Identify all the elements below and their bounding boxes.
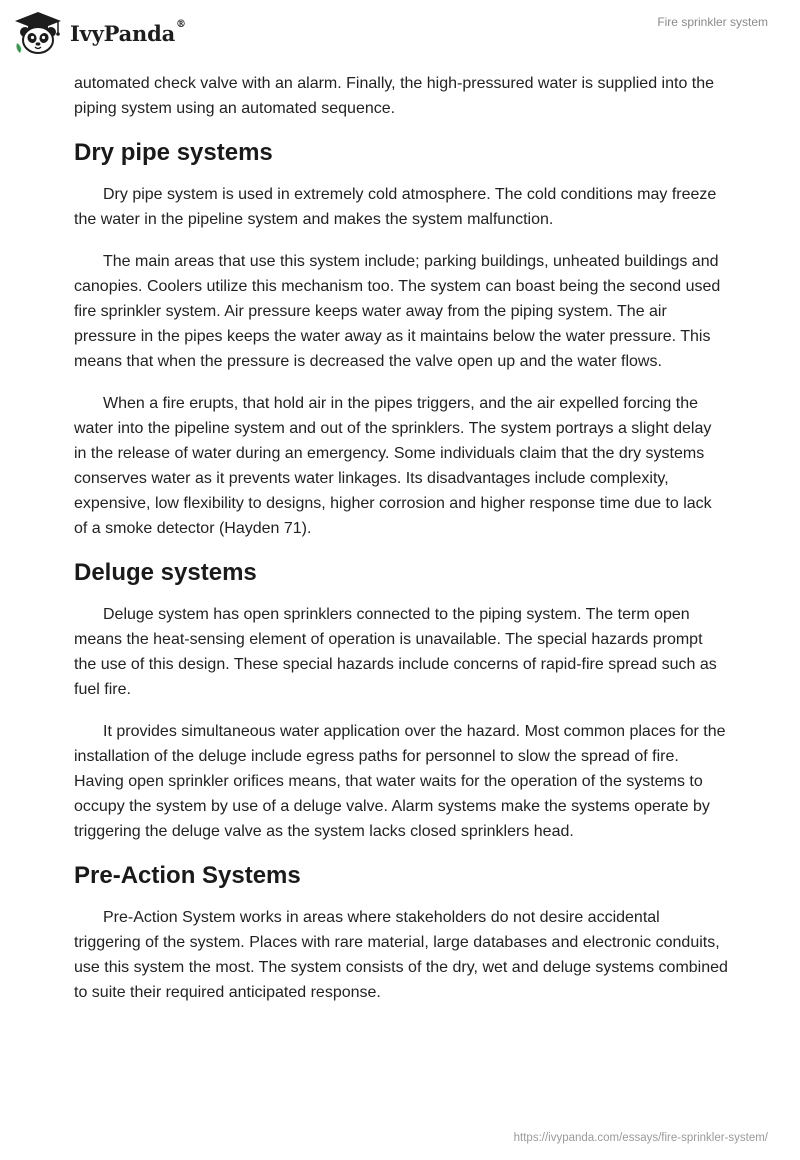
section-heading-deluge: Deluge systems bbox=[74, 559, 257, 586]
brand-name: IvyPanda® bbox=[70, 18, 186, 46]
page-header bbox=[0, 0, 800, 70]
paragraph: Pre-Action System works in areas where stakeholders do not desire accidental triggering of the system. Places with rare material, large databases and electronic conduits, use this system the most. The system consists of the dry, wet and deluge systems combined to suite their required anticipated response. bbox=[74, 909, 728, 1001]
paragraph: When a fire erupts, that hold air in the pipes triggers, and the air expelled forcing the water into the pipeline system and out of the sprinklers. The system portrays a slight delay in the release of water during an emergency. Some individuals claim that the dry systems conserves water as it prevents water linkages. Its disadvantages include complexity, expensive, low flexibility to designs, higher corrosion and higher response time due to lack of a smoke detector (Hayden 71). bbox=[74, 395, 712, 537]
panda-graduate-icon bbox=[14, 11, 62, 55]
paragraph: Deluge system has open sprinklers connected to the piping system. The term open means the heat-sensing element of operation is unavailable. The special hazards prompt the use of this design. These special hazards include concerns of rapid-fire spread such as fuel fire. bbox=[74, 606, 717, 698]
source-url[interactable]: https://ivypanda.com/essays/fire-sprinkler-system/ bbox=[513, 1132, 768, 1144]
section-heading-pre-action: Pre-Action Systems bbox=[74, 862, 301, 889]
paragraph: Dry pipe system is used in extremely cold atmosphere. The cold conditions may freeze the water in the pipeline system and makes the system malfunction. bbox=[74, 186, 717, 228]
paragraph: It provides simultaneous water application over the hazard. Most common places for the installation of the deluge include egress paths for personnel to slow the spread of fire. Having open sprinkler orifices means, that water waits for the operation of the systems to occupy the system by use of a deluge valve. Alarm systems make the systems operate by triggering the deluge valve as the system lacks closed sprinklers head. bbox=[74, 723, 726, 840]
registered-mark: ® bbox=[176, 18, 186, 30]
intro-paragraph: automated check valve with an alarm. Finally, the high-pressured water is supplied into the piping system using an automated sequence. bbox=[74, 75, 715, 117]
essay-content bbox=[74, 71, 728, 1022]
document-title: Fire sprinkler system bbox=[657, 15, 768, 29]
brand-logo[interactable] bbox=[14, 10, 186, 56]
section-heading-dry-pipe: Dry pipe systems bbox=[74, 139, 273, 166]
paragraph: The main areas that use this system include; parking buildings, unheated buildings and canopies. Coolers utilize this mechanism too. The system can boast being the second used fire sprinkler system. Air pressure keeps water away from the piping system. The air pressure in the pipes keeps the water away as it maintains below the water pressure. This means that when the pressure is decreased the valve open up and the water flows. bbox=[74, 253, 721, 370]
